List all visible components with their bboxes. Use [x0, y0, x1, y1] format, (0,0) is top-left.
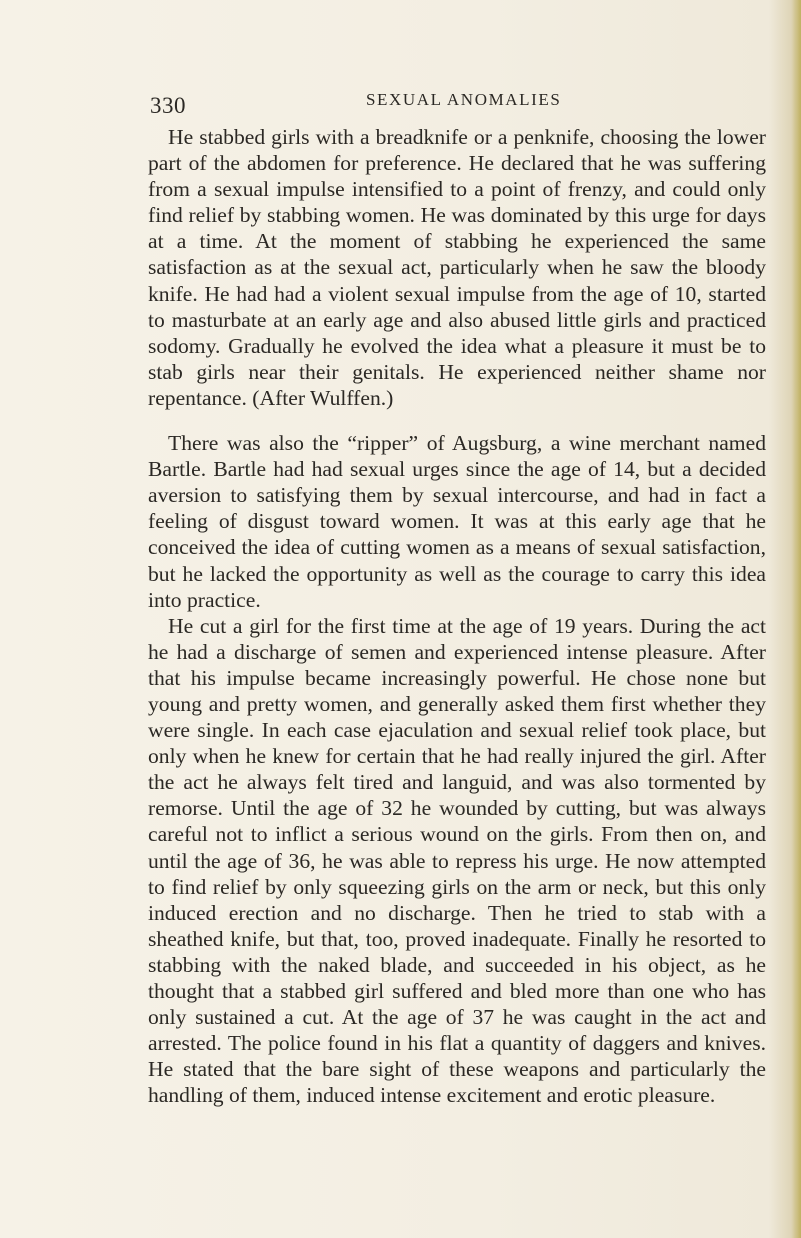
- paragraph-3: He cut a girl for the first time at the age of 19 years. During the act he had a discharge of semen and experienced intense pleasure. After that his impulse became increasingly powerful. He chose none but young and pretty women, and generally asked them first whether they were single. In each case ejaculation and sexual relief took place, but only when he knew for certain that he had really injured the girl. After the act he always felt tired and languid, and was also tormented by remorse. Until the age of 32 he wounded by cutting, but was always careful not to inflict a serious wound on the girls. From then on, and until the age of 36, he was able to repress his urge. He now attempted to find relief by only squeezing girls on the arm or neck, but this only induced erection and no discharge. Then he tried to stab with a sheathed knife, but that, too, proved inadequate. Finally he resorted to stabbing with the naked blade, and succeeded in his object, as he thought that a stabbed girl suffered and bled more than one who has only sustained a cut. At the age of 37 he was caught in the act and arrested. The police found in his flat a quantity of daggers and knives. He stated that the bare sight of these weapons and particularly the handling of them, induced intense excitement and erotic pleasure.: [148, 613, 766, 1108]
- running-head: SEXUAL ANOMALIES: [366, 90, 562, 109]
- paragraph-2: There was also the “ripper” of Augsburg, a wine merchant named Bartle. Bartle had had sexual urges since the age of 14, but a decided aversion to satisfying them by sexual intercourse, and had in fact a feeling of disgust toward women. It was at this early age that he conceived the idea of cutting women as a means of sexual satisfaction, but he lacked the opportunity as well as the courage to carry this idea into practice.: [148, 431, 766, 612]
- body-text: [148, 124, 766, 1108]
- page-number: 330: [150, 93, 186, 118]
- page-header: [150, 90, 750, 120]
- paragraph-1: He stabbed girls with a breadknife or a penknife, choosing the lower part of the abdomen for preference. He declared that he was suffering from a sexual impulse intensified to a point of frenzy, and could only find relief by stabbing women. He was dominated by this urge for days at a time. At the moment of stabbing he experienced the same satisfaction as at the sexual act, particularly when he saw the bloody knife. He had had a violent sexual impulse from the age of 10, started to masturbate at an early age and also abused little girls and practiced sodomy. Gradually he evolved the idea what a pleasure it must be to stab girls near their genitals. He experienced neither shame nor repentance. (After Wulffen.): [148, 125, 766, 410]
- page-edge-shadow: [791, 0, 801, 1238]
